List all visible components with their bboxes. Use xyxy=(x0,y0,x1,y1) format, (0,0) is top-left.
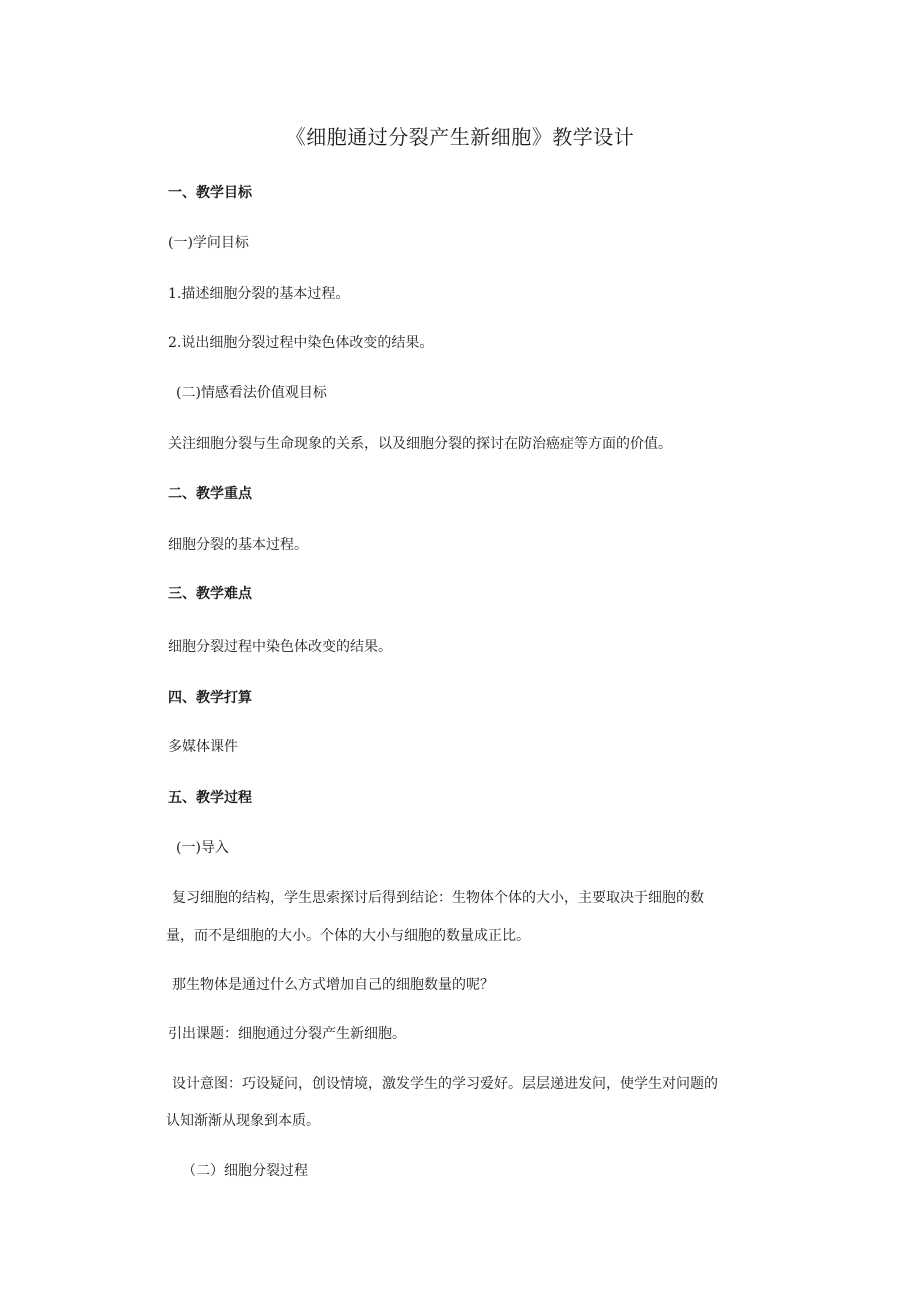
preparation-text: 多媒体课件 xyxy=(168,739,238,755)
attitude-objective-text: 关注细胞分裂与生命现象的关系，以及细胞分裂的探讨在防治癌症等方面的价值。 xyxy=(168,436,672,452)
subheading-introduction: (一)导入 xyxy=(176,840,229,856)
question-paragraph: 那生物体是通过什么方式增加自己的细胞数量的呢？ xyxy=(172,977,494,993)
topic-intro-paragraph: 引出课题：细胞通过分裂产生新细胞。 xyxy=(168,1026,406,1042)
section-heading-objectives: 一、教学目标 xyxy=(168,185,252,201)
section-heading-process: 五、教学过程 xyxy=(168,790,252,806)
subheading-attitude-objectives: (二)情感看法价值观目标 xyxy=(176,385,327,401)
intro-paragraph-line-1: 复习细胞的结构，学生思索探讨后得到结论：生物体个体的大小，主要取决于细胞的数 xyxy=(172,890,704,906)
section-heading-key-points: 二、教学重点 xyxy=(168,486,252,502)
document-title: 《细胞通过分裂产生新细胞》教学设计 xyxy=(285,125,635,149)
difficulties-text: 细胞分裂过程中染色体改变的结果。 xyxy=(168,639,392,655)
key-points-text: 细胞分裂的基本过程。 xyxy=(168,537,308,553)
section-heading-preparation: 四、教学打算 xyxy=(168,690,252,706)
design-intent-line-2: 认知渐渐从现象到本质。 xyxy=(166,1113,320,1129)
subheading-knowledge-objectives: (一)学问目标 xyxy=(168,235,249,251)
objective-item-1: 1.描述细胞分裂的基本过程。 xyxy=(168,286,350,302)
section-heading-difficulties: 三、教学难点 xyxy=(168,586,252,602)
objective-item-2: 2.说出细胞分裂过程中染色体改变的结果。 xyxy=(168,335,434,351)
design-intent-line-1: 设计意图：巧设疑问，创设情境，激发学生的学习爱好。层层递进发问，使学生对问题的 xyxy=(172,1076,718,1092)
subheading-cell-division-process: （二）细胞分裂过程 xyxy=(182,1163,308,1179)
intro-paragraph-line-2: 量，而不是细胞的大小。个体的大小与细胞的数量成正比。 xyxy=(166,928,530,944)
